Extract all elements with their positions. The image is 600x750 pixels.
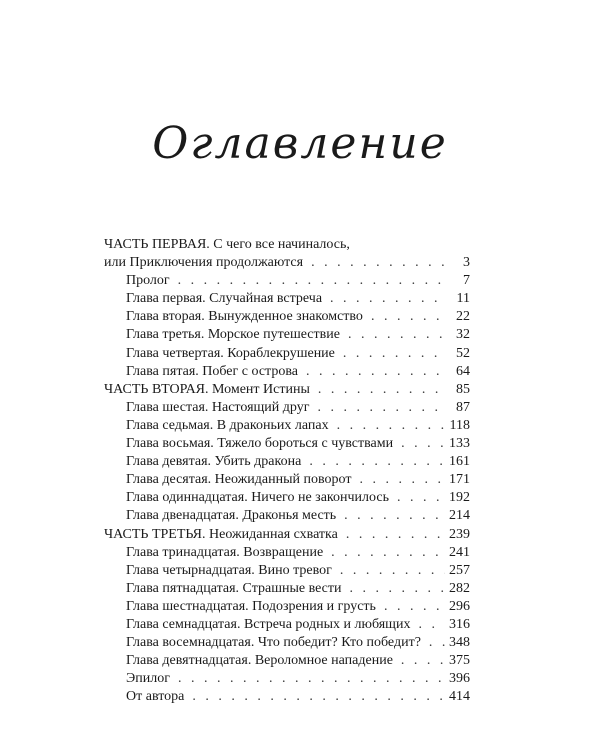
toc-entry[interactable] (104, 471, 470, 489)
leader-dots (340, 562, 445, 580)
part-heading: ЧАСТЬ ТРЕТЬЯ. Неожиданная схватка (104, 526, 338, 542)
leader-dots (401, 652, 445, 670)
toc-entry[interactable] (104, 417, 470, 435)
leader-dots (331, 544, 445, 562)
leader-dots (309, 453, 445, 471)
chapter-title: Пролог (126, 273, 170, 289)
toc-entry-part-2[interactable] (104, 381, 470, 399)
chapter-title: От автора (126, 689, 185, 705)
page-number: 296 (449, 598, 470, 614)
chapter-title: Глава вторая. Вынужденное знакомство (126, 309, 363, 325)
leader-dots (311, 254, 445, 272)
leader-dots (350, 580, 445, 598)
part-heading[interactable]: ЧАСТЬ ПЕРВАЯ. С чего все начиналось, (104, 237, 350, 252)
toc-entry[interactable] (104, 616, 470, 634)
page-number: 32 (456, 327, 470, 343)
chapter-title: Глава шестнадцатая. Подозрения и грусть (126, 598, 376, 614)
page-title: Оглавление (152, 118, 448, 169)
toc-entry[interactable] (104, 598, 470, 616)
toc-entry[interactable] (104, 453, 470, 471)
toc-entry[interactable] (104, 670, 470, 688)
toc-entry[interactable] (104, 544, 470, 562)
chapter-title: Глава десятая. Неожиданный поворот (126, 472, 352, 488)
toc-entry[interactable] (104, 489, 470, 507)
toc-entry[interactable] (104, 290, 470, 308)
page-number: 22 (456, 309, 470, 325)
chapter-title: Глава пятнадцатая. Страшные вести (126, 580, 342, 596)
leader-dots (178, 272, 445, 290)
page-number: 396 (449, 671, 470, 687)
leader-dots (192, 688, 445, 706)
part-heading: ЧАСТЬ ВТОРАЯ. Момент Истины (104, 381, 310, 397)
table-of-contents (104, 236, 470, 706)
leader-dots (348, 326, 445, 344)
leader-dots (429, 634, 445, 652)
toc-entry[interactable] (104, 507, 470, 525)
part-heading-continued: или Приключения продолжаются (104, 255, 304, 271)
page-number: 118 (449, 417, 470, 433)
toc-entry[interactable] (104, 326, 470, 344)
page-number: 52 (456, 345, 470, 361)
leader-dots (317, 399, 445, 417)
toc-entry[interactable] (104, 363, 470, 381)
page-number: 316 (449, 616, 470, 632)
leader-dots (401, 435, 445, 453)
chapter-title: Глава третья. Морское путешествие (126, 327, 340, 343)
chapter-title: Глава одиннадцатая. Ничего не закончилось (126, 490, 389, 506)
leader-dots (337, 417, 445, 435)
page-number: 133 (449, 436, 470, 452)
toc-entry[interactable] (104, 634, 470, 652)
leader-dots (178, 670, 445, 688)
page-number: 241 (449, 544, 470, 560)
leader-dots (359, 471, 445, 489)
leader-dots (306, 363, 445, 381)
leader-dots (343, 345, 445, 363)
page-number: 282 (449, 580, 470, 596)
toc-entry-part-3[interactable] (104, 526, 470, 544)
chapter-title: Глава первая. Случайная встреча (126, 291, 323, 307)
chapter-title: Глава восьмая. Тяжело бороться с чувствами (126, 436, 394, 452)
page-number: 161 (449, 454, 470, 470)
page-number: 7 (463, 273, 470, 289)
chapter-title: Глава седьмая. В драконьих лапах (126, 417, 329, 433)
leader-dots (371, 308, 445, 326)
chapter-title: Глава тринадцатая. Возвращение (126, 544, 324, 560)
page-number: 85 (456, 381, 470, 397)
toc-entry[interactable] (104, 562, 470, 580)
page-number: 192 (449, 490, 470, 506)
page-number: 3 (463, 255, 470, 271)
chapter-title: Глава пятая. Побег с острова (126, 363, 298, 379)
leader-dots (318, 381, 445, 399)
leader-dots (397, 489, 445, 507)
chapter-title: Глава четвертая. Кораблекрушение (126, 345, 335, 361)
toc-entry[interactable] (104, 435, 470, 453)
toc-entry[interactable] (104, 308, 470, 326)
page-number: 414 (449, 689, 470, 705)
page-number: 239 (449, 526, 470, 542)
chapter-title: Глава двенадцатая. Драконья месть (126, 508, 337, 524)
chapter-title: Эпилог (126, 671, 170, 687)
page-number: 348 (449, 635, 470, 651)
page-number: 171 (449, 472, 470, 488)
page-number: 214 (449, 508, 470, 524)
toc-entry[interactable] (104, 652, 470, 670)
toc-entry[interactable] (104, 272, 470, 290)
toc-entry[interactable] (104, 580, 470, 598)
toc-entry[interactable] (104, 345, 470, 363)
page-number: 11 (456, 291, 470, 307)
leader-dots (330, 290, 445, 308)
leader-dots (418, 616, 445, 634)
chapter-title: Глава восемнадцатая. Что победит? Кто победит? (126, 635, 421, 651)
toc-entry[interactable] (104, 399, 470, 417)
toc-entry-part-1[interactable] (104, 254, 470, 272)
chapter-title: Глава шестая. Настоящий друг (126, 399, 310, 415)
leader-dots (346, 526, 445, 544)
page-number: 257 (449, 562, 470, 578)
chapter-title: Глава девятнадцатая. Вероломное нападение (126, 653, 393, 669)
page-number: 87 (456, 399, 470, 415)
chapter-title: Глава четырнадцатая. Вино тревог (126, 562, 332, 578)
page-number: 64 (456, 363, 470, 379)
leader-dots (384, 598, 445, 616)
chapter-title: Глава девятая. Убить дракона (126, 454, 302, 470)
chapter-title: Глава семнадцатая. Встреча родных и любящих (126, 616, 411, 632)
leader-dots (344, 507, 445, 525)
page-number: 375 (449, 653, 470, 669)
toc-entry[interactable] (104, 688, 470, 706)
